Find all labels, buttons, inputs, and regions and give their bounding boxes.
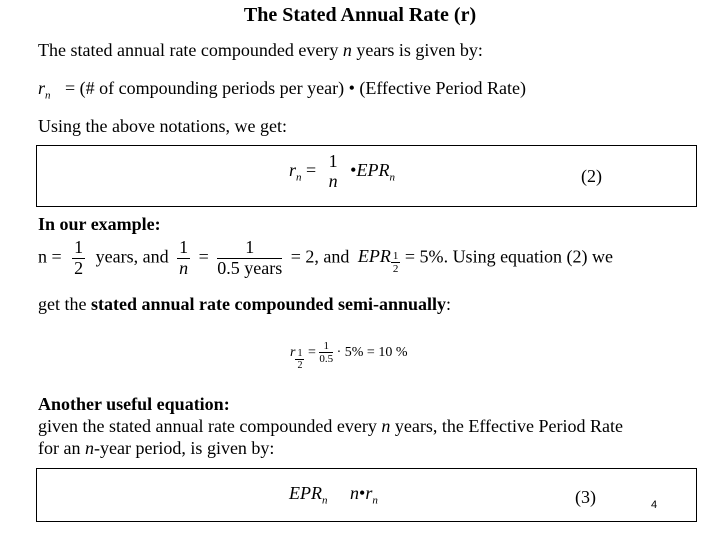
intro-post: years is given by:: [351, 40, 483, 60]
example-line: [38, 238, 613, 279]
example-f1-num: 1: [74, 237, 84, 257]
example-f3-num: 1: [217, 238, 282, 259]
intro-var: n: [342, 40, 352, 60]
example-f2-num: 1: [179, 237, 189, 257]
eq2-rhs-sub: n: [389, 171, 395, 184]
example-line2-pre: get the: [38, 294, 91, 314]
eq2-dot: •: [350, 159, 357, 180]
eq3-n-var: n: [350, 483, 359, 503]
example-f1-den: 2: [74, 257, 84, 278]
example-epr-sub-num: 1: [392, 250, 399, 263]
result-sub-den: 2: [297, 359, 303, 371]
result-sub-num: 1: [297, 347, 303, 359]
eq2-fraction: [327, 152, 340, 192]
example-years-and: years, and: [95, 246, 169, 267]
example-epr-sub-den: 2: [392, 263, 399, 276]
slide-title: The Stated Annual Rate (r): [243, 4, 477, 26]
eq2-num: 1: [328, 151, 338, 171]
another-line1-var: n: [381, 416, 391, 436]
eq2-lhs-var: r: [289, 159, 297, 180]
another-line-1: [38, 416, 623, 437]
definition-rhs: = (# of compounding periods per year) • (Effective Period Rate): [65, 78, 526, 98]
another-line2-pre: for an: [38, 438, 85, 458]
example-line2-bold: stated annual rate compounded semi-annually: [90, 294, 447, 314]
result-equation: [290, 340, 408, 371]
definition-lhs-var: r: [38, 78, 46, 98]
example-tail: . Using equation (2) we: [443, 246, 614, 267]
eq3-lhs-sub: n: [322, 494, 328, 507]
example-fraction-half: [72, 238, 85, 279]
example-f2-den: n: [179, 257, 189, 278]
eq3-dot: •: [359, 483, 366, 503]
example-line-2: [38, 294, 451, 315]
example-eq-two: = 2, and: [290, 246, 350, 267]
eq2-lhs-sub: n: [296, 171, 302, 184]
result-rest: · 5% = 10 %: [336, 344, 408, 360]
example-epr-val: = 5%: [404, 246, 444, 267]
eq3-r-sub: n: [372, 494, 378, 507]
definition-line: [38, 78, 526, 102]
another-line2-var: n: [84, 438, 94, 458]
equation-2-box: [36, 145, 697, 207]
eq3-r-var: r: [365, 483, 373, 503]
eq2-rhs-var: EPR: [356, 159, 390, 180]
eq3-lhs-var: EPR: [289, 483, 322, 503]
another-heading: Another useful equation:: [38, 394, 230, 414]
eq2-den: n: [328, 170, 338, 191]
intro-pre: The stated annual rate compounded every: [38, 40, 343, 60]
eq2-equals: =: [306, 159, 317, 180]
eq3-label: (3): [575, 487, 596, 507]
another-line2-post: -year period, is given by:: [93, 438, 275, 458]
using-text: Using the above notations, we get:: [38, 116, 287, 136]
example-f3-den: 0.5 years: [217, 257, 283, 278]
page-number: 4: [651, 499, 658, 511]
equation-2: [289, 152, 395, 192]
another-line-2: [38, 438, 274, 459]
example-eq-sign: =: [198, 246, 209, 267]
result-lhs-var: r: [290, 344, 296, 360]
another-line1-post: years, the Effective Period Rate: [390, 416, 623, 436]
example-heading: In our example:: [38, 214, 161, 234]
intro-text: [38, 40, 483, 61]
result-den: 0.5: [319, 353, 334, 366]
example-line2-post: :: [446, 294, 452, 314]
definition-lhs-sub: n: [45, 89, 51, 102]
example-fraction-1-over-n: [177, 238, 190, 279]
equation-3: [289, 483, 378, 507]
example-n-lhs: n =: [38, 246, 62, 267]
another-line1-pre: given the stated annual rate compounded every: [38, 416, 382, 436]
example-epr-var: EPR: [357, 246, 391, 267]
example-fraction-1-over-half: [217, 238, 282, 279]
result-sub: [295, 348, 304, 371]
example-epr-sub: [391, 250, 401, 275]
eq2-label: (2): [581, 166, 602, 186]
result-num: 1: [319, 340, 333, 353]
result-equals: =: [307, 344, 316, 360]
equation-3-box: [36, 468, 697, 522]
result-fraction: [319, 340, 333, 365]
